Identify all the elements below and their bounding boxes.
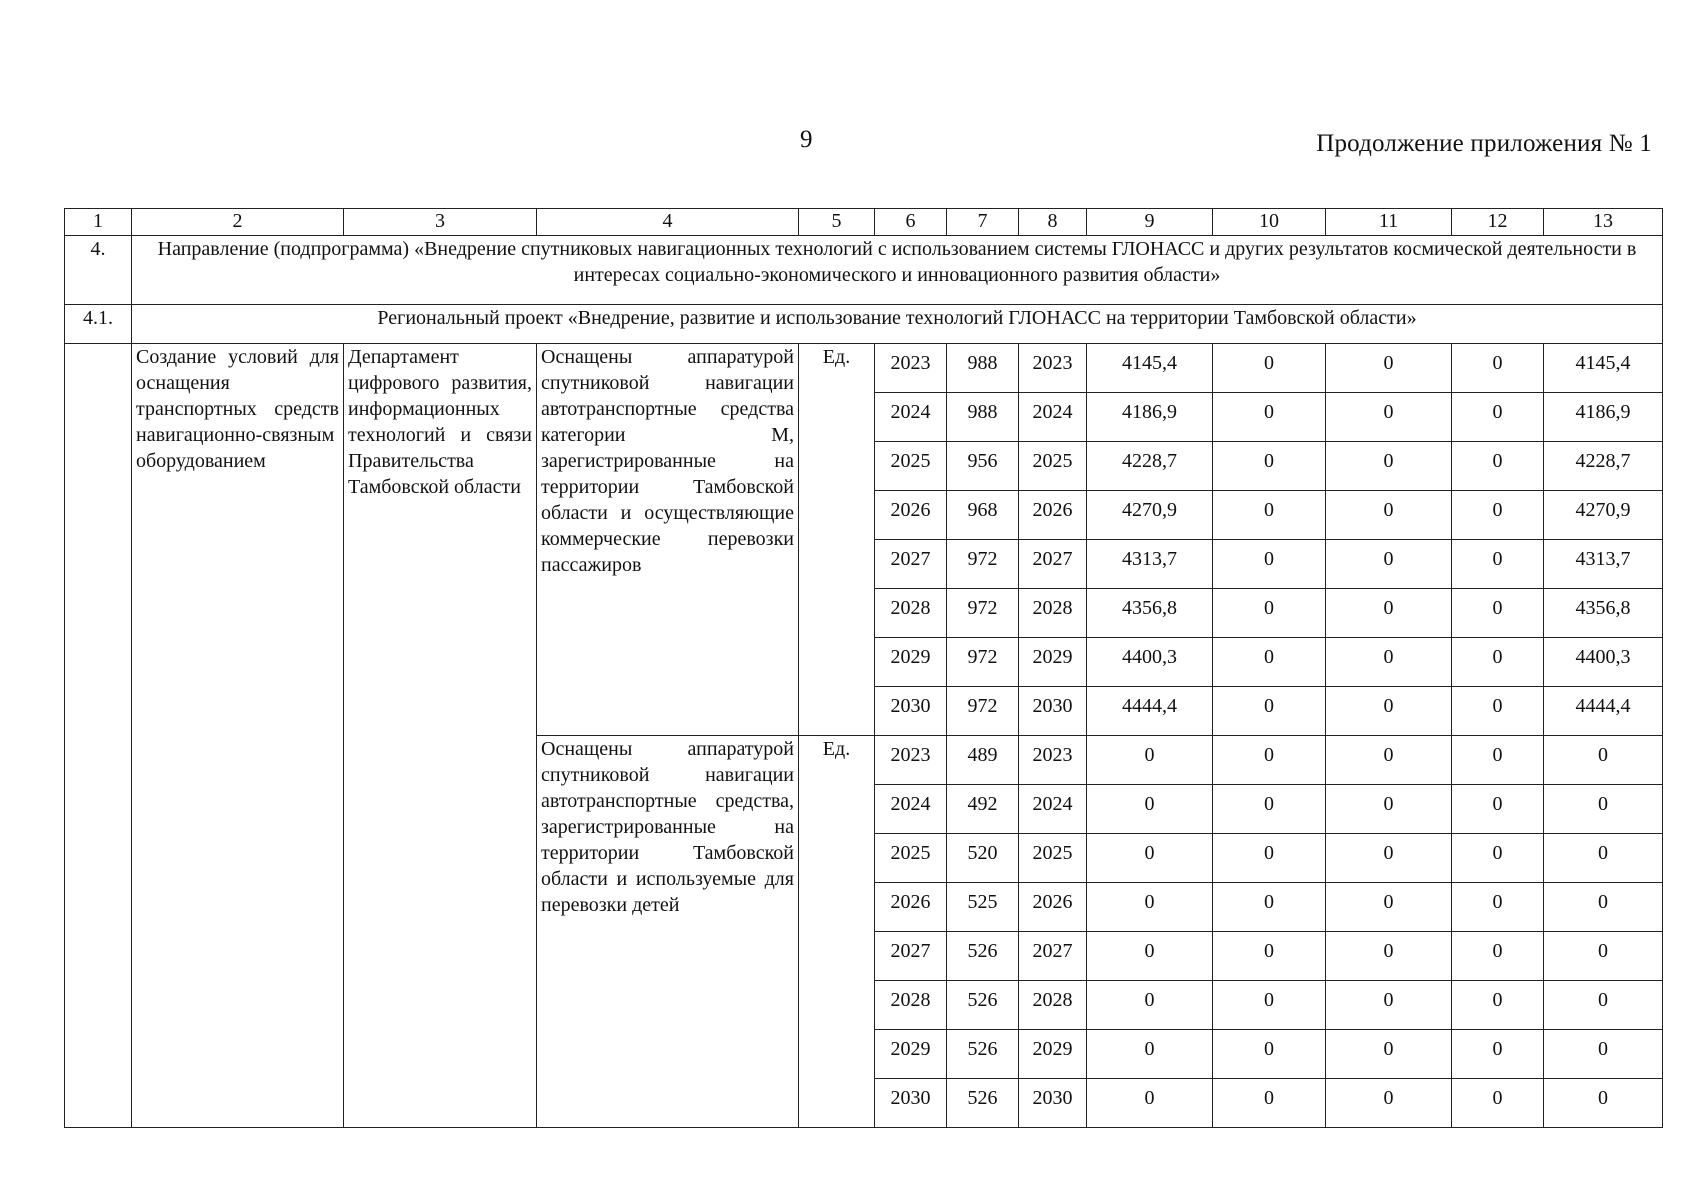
extrabudgetary-funding-cell: 0 bbox=[1544, 785, 1663, 834]
local-budget-cell: 0 bbox=[1452, 834, 1544, 883]
total-funding-cell: 0 bbox=[1087, 1030, 1213, 1079]
year-cell: 2028 bbox=[875, 589, 947, 638]
column-number: 7 bbox=[947, 209, 1019, 236]
indicator-value-cell: 526 bbox=[947, 1030, 1019, 1079]
local-budget-cell: 0 bbox=[1452, 393, 1544, 442]
section-row bbox=[65, 236, 1663, 305]
column-number-row bbox=[65, 209, 1663, 236]
regional-budget-cell: 0 bbox=[1326, 589, 1452, 638]
regional-budget-cell: 0 bbox=[1326, 785, 1452, 834]
regional-budget-cell: 0 bbox=[1326, 638, 1452, 687]
page-number: 9 bbox=[800, 126, 813, 153]
total-funding-cell: 4313,7 bbox=[1087, 540, 1213, 589]
extrabudgetary-funding-cell: 0 bbox=[1544, 1030, 1663, 1079]
indicator-unit: Ед. bbox=[799, 344, 875, 736]
extrabudgetary-funding-cell: 0 bbox=[1544, 834, 1663, 883]
subsection-number: 4.1. bbox=[65, 305, 132, 344]
subsection-row bbox=[65, 305, 1663, 344]
total-funding-cell: 0 bbox=[1087, 1079, 1213, 1128]
indicator-value-cell: 972 bbox=[947, 589, 1019, 638]
finance-year-cell: 2027 bbox=[1019, 932, 1087, 981]
indicator-value-cell: 526 bbox=[947, 981, 1019, 1030]
finance-year-cell: 2027 bbox=[1019, 540, 1087, 589]
federal-budget-cell: 0 bbox=[1213, 344, 1326, 393]
total-funding-cell: 0 bbox=[1087, 883, 1213, 932]
finance-year-cell: 2029 bbox=[1019, 638, 1087, 687]
extrabudgetary-funding-cell: 4444,4 bbox=[1544, 687, 1663, 736]
regional-budget-cell: 0 bbox=[1326, 1030, 1452, 1079]
indicator-value-cell: 972 bbox=[947, 638, 1019, 687]
column-number: 10 bbox=[1213, 209, 1326, 236]
regional-budget-cell: 0 bbox=[1326, 442, 1452, 491]
regional-budget-cell: 0 bbox=[1326, 540, 1452, 589]
finance-year-cell: 2026 bbox=[1019, 883, 1087, 932]
extrabudgetary-funding-cell: 0 bbox=[1544, 883, 1663, 932]
regional-budget-cell: 0 bbox=[1326, 344, 1452, 393]
extrabudgetary-funding-cell: 4270,9 bbox=[1544, 491, 1663, 540]
local-budget-cell: 0 bbox=[1452, 736, 1544, 785]
year-cell: 2027 bbox=[875, 540, 947, 589]
year-cell: 2030 bbox=[875, 687, 947, 736]
indicator-value-cell: 526 bbox=[947, 1079, 1019, 1128]
executor-cell: Департамент цифрового развития, информационных технологий и связи Правительства Тамбовской области bbox=[344, 344, 537, 1128]
local-budget-cell: 0 bbox=[1452, 638, 1544, 687]
total-funding-cell: 0 bbox=[1087, 932, 1213, 981]
local-budget-cell: 0 bbox=[1452, 344, 1544, 393]
regional-budget-cell: 0 bbox=[1326, 736, 1452, 785]
federal-budget-cell: 0 bbox=[1213, 687, 1326, 736]
extrabudgetary-funding-cell: 4228,7 bbox=[1544, 442, 1663, 491]
total-funding-cell: 4270,9 bbox=[1087, 491, 1213, 540]
finance-year-cell: 2025 bbox=[1019, 834, 1087, 883]
empty-number-cell bbox=[65, 344, 132, 1128]
federal-budget-cell: 0 bbox=[1213, 491, 1326, 540]
total-funding-cell: 4145,4 bbox=[1087, 344, 1213, 393]
finance-year-cell: 2024 bbox=[1019, 785, 1087, 834]
subsection-title: Региональный проект «Внедрение, развитие и использование технологий ГЛОНАСС на территории Тамбовской области» bbox=[132, 305, 1663, 344]
federal-budget-cell: 0 bbox=[1213, 1030, 1326, 1079]
column-number: 8 bbox=[1019, 209, 1087, 236]
total-funding-cell: 0 bbox=[1087, 834, 1213, 883]
column-number: 4 bbox=[537, 209, 799, 236]
year-cell: 2027 bbox=[875, 932, 947, 981]
column-number: 11 bbox=[1326, 209, 1452, 236]
federal-budget-cell: 0 bbox=[1213, 736, 1326, 785]
column-number: 6 bbox=[875, 209, 947, 236]
extrabudgetary-funding-cell: 4400,3 bbox=[1544, 638, 1663, 687]
finance-year-cell: 2025 bbox=[1019, 442, 1087, 491]
extrabudgetary-funding-cell: 0 bbox=[1544, 981, 1663, 1030]
extrabudgetary-funding-cell: 4186,9 bbox=[1544, 393, 1663, 442]
finance-year-cell: 2026 bbox=[1019, 491, 1087, 540]
year-cell: 2023 bbox=[875, 344, 947, 393]
finance-year-cell: 2023 bbox=[1019, 344, 1087, 393]
federal-budget-cell: 0 bbox=[1213, 1079, 1326, 1128]
total-funding-cell: 4186,9 bbox=[1087, 393, 1213, 442]
section-title: Направление (подпрограмма) «Внедрение спутниковых навигационных технологий с использованием системы ГЛОНАСС и других результатов космической деятельности в интересах социально-экономического и инновационного развития области» bbox=[132, 236, 1663, 305]
local-budget-cell: 0 bbox=[1452, 687, 1544, 736]
federal-budget-cell: 0 bbox=[1213, 540, 1326, 589]
indicator-value-cell: 956 bbox=[947, 442, 1019, 491]
annex-continuation-note: Продолжение приложения № 1 bbox=[1316, 130, 1652, 157]
federal-budget-cell: 0 bbox=[1213, 638, 1326, 687]
extrabudgetary-funding-cell: 0 bbox=[1544, 736, 1663, 785]
indicator-value-cell: 492 bbox=[947, 785, 1019, 834]
indicator-name: Оснащены аппаратурой спутниковой навигации автотранспортные средства категории М, зарегистрированные на территории Тамбовской области и осуществляющие коммерческие перевозки пассажиров bbox=[537, 344, 799, 736]
finance-year-cell: 2029 bbox=[1019, 1030, 1087, 1079]
section-number: 4. bbox=[65, 236, 132, 305]
total-funding-cell: 0 bbox=[1087, 736, 1213, 785]
total-funding-cell: 0 bbox=[1087, 981, 1213, 1030]
indicator-value-cell: 988 bbox=[947, 393, 1019, 442]
table-row bbox=[65, 344, 1663, 393]
local-budget-cell: 0 bbox=[1452, 932, 1544, 981]
local-budget-cell: 0 bbox=[1452, 540, 1544, 589]
federal-budget-cell: 0 bbox=[1213, 883, 1326, 932]
column-number: 5 bbox=[799, 209, 875, 236]
finance-year-cell: 2028 bbox=[1019, 981, 1087, 1030]
federal-budget-cell: 0 bbox=[1213, 932, 1326, 981]
federal-budget-cell: 0 bbox=[1213, 442, 1326, 491]
total-funding-cell: 4356,8 bbox=[1087, 589, 1213, 638]
indicator-table bbox=[64, 208, 1663, 1128]
local-budget-cell: 0 bbox=[1452, 883, 1544, 932]
year-cell: 2030 bbox=[875, 1079, 947, 1128]
extrabudgetary-funding-cell: 4145,4 bbox=[1544, 344, 1663, 393]
column-number: 12 bbox=[1452, 209, 1544, 236]
local-budget-cell: 0 bbox=[1452, 589, 1544, 638]
task-cell: Создание условий для оснащения транспортных средств навигационно-связным оборудованием bbox=[132, 344, 344, 1128]
regional-budget-cell: 0 bbox=[1326, 883, 1452, 932]
federal-budget-cell: 0 bbox=[1213, 393, 1326, 442]
total-funding-cell: 4228,7 bbox=[1087, 442, 1213, 491]
column-number: 1 bbox=[65, 209, 132, 236]
year-cell: 2026 bbox=[875, 491, 947, 540]
indicator-unit: Ед. bbox=[799, 736, 875, 1128]
column-number: 13 bbox=[1544, 209, 1663, 236]
federal-budget-cell: 0 bbox=[1213, 981, 1326, 1030]
regional-budget-cell: 0 bbox=[1326, 1079, 1452, 1128]
federal-budget-cell: 0 bbox=[1213, 834, 1326, 883]
year-cell: 2025 bbox=[875, 442, 947, 491]
extrabudgetary-funding-cell: 4356,8 bbox=[1544, 589, 1663, 638]
column-number: 9 bbox=[1087, 209, 1213, 236]
total-funding-cell: 0 bbox=[1087, 785, 1213, 834]
column-number: 2 bbox=[132, 209, 344, 236]
extrabudgetary-funding-cell: 4313,7 bbox=[1544, 540, 1663, 589]
local-budget-cell: 0 bbox=[1452, 1079, 1544, 1128]
finance-year-cell: 2024 bbox=[1019, 393, 1087, 442]
total-funding-cell: 4400,3 bbox=[1087, 638, 1213, 687]
total-funding-cell: 4444,4 bbox=[1087, 687, 1213, 736]
indicator-name: Оснащены аппаратурой спутниковой навигации автотранспортные средства, зарегистрированные на территории Тамбовской области и используемые для перевозки детей bbox=[537, 736, 799, 1128]
finance-year-cell: 2030 bbox=[1019, 1079, 1087, 1128]
indicator-value-cell: 988 bbox=[947, 344, 1019, 393]
year-cell: 2029 bbox=[875, 638, 947, 687]
indicator-value-cell: 972 bbox=[947, 540, 1019, 589]
column-number: 3 bbox=[344, 209, 537, 236]
regional-budget-cell: 0 bbox=[1326, 491, 1452, 540]
local-budget-cell: 0 bbox=[1452, 491, 1544, 540]
local-budget-cell: 0 bbox=[1452, 442, 1544, 491]
federal-budget-cell: 0 bbox=[1213, 785, 1326, 834]
finance-year-cell: 2028 bbox=[1019, 589, 1087, 638]
local-budget-cell: 0 bbox=[1452, 981, 1544, 1030]
indicator-value-cell: 520 bbox=[947, 834, 1019, 883]
year-cell: 2023 bbox=[875, 736, 947, 785]
regional-budget-cell: 0 bbox=[1326, 981, 1452, 1030]
year-cell: 2026 bbox=[875, 883, 947, 932]
indicator-value-cell: 526 bbox=[947, 932, 1019, 981]
year-cell: 2024 bbox=[875, 785, 947, 834]
local-budget-cell: 0 bbox=[1452, 1030, 1544, 1079]
indicator-value-cell: 972 bbox=[947, 687, 1019, 736]
finance-year-cell: 2030 bbox=[1019, 687, 1087, 736]
indicator-value-cell: 489 bbox=[947, 736, 1019, 785]
indicator-value-cell: 525 bbox=[947, 883, 1019, 932]
finance-year-cell: 2023 bbox=[1019, 736, 1087, 785]
year-cell: 2028 bbox=[875, 981, 947, 1030]
year-cell: 2024 bbox=[875, 393, 947, 442]
regional-budget-cell: 0 bbox=[1326, 687, 1452, 736]
federal-budget-cell: 0 bbox=[1213, 589, 1326, 638]
local-budget-cell: 0 bbox=[1452, 785, 1544, 834]
regional-budget-cell: 0 bbox=[1326, 932, 1452, 981]
year-cell: 2025 bbox=[875, 834, 947, 883]
regional-budget-cell: 0 bbox=[1326, 393, 1452, 442]
regional-budget-cell: 0 bbox=[1326, 834, 1452, 883]
extrabudgetary-funding-cell: 0 bbox=[1544, 932, 1663, 981]
extrabudgetary-funding-cell: 0 bbox=[1544, 1079, 1663, 1128]
indicator-value-cell: 968 bbox=[947, 491, 1019, 540]
year-cell: 2029 bbox=[875, 1030, 947, 1079]
